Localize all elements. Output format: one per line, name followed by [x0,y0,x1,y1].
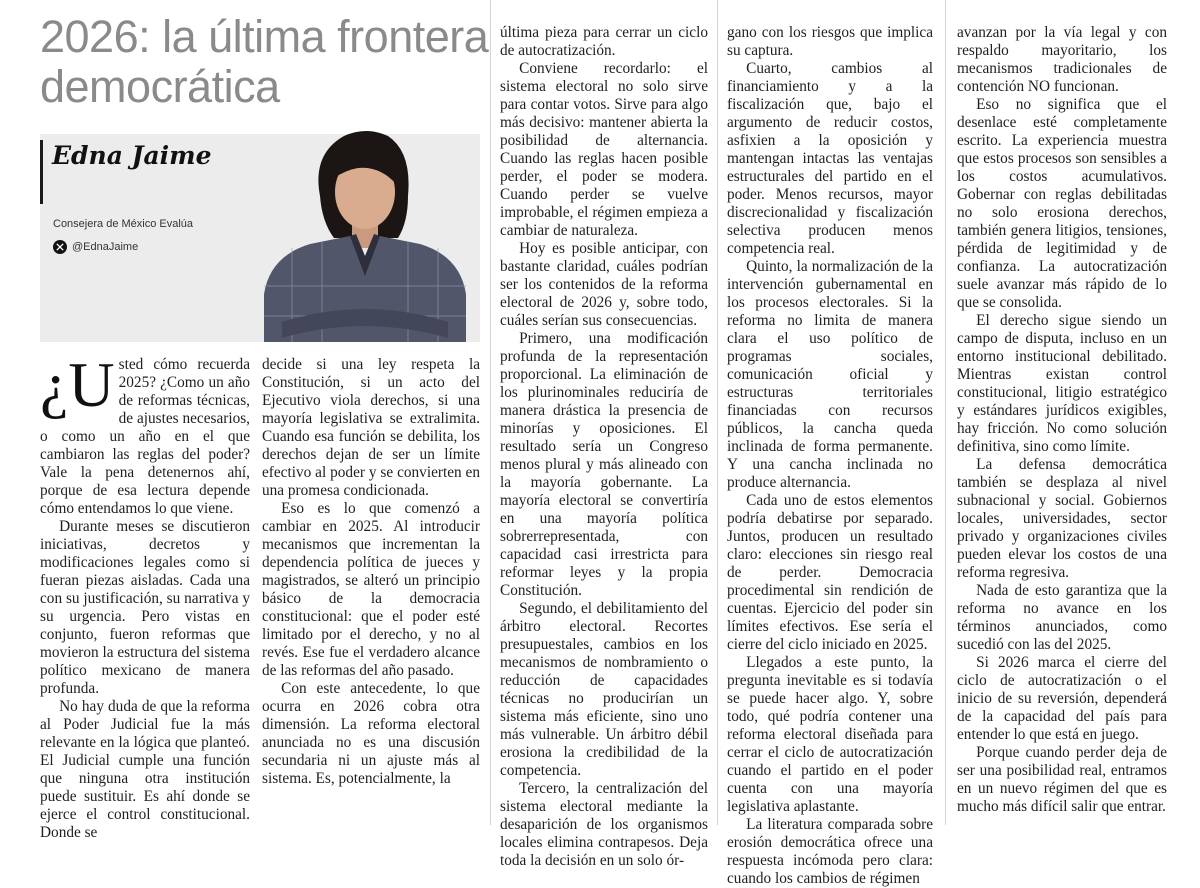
x-logo-icon [53,240,67,254]
paragraph: Eso es lo que comenzó a cambiar en 2025. Al introducir mecanismos que incrementan la dependencia política de jueces y magistrados, se alteró un principio básico de la democracia constitucional: que el poder esté limitado por el derecho, y no al revés. Ese fue el verdadero alcance de las reformas del año pasado. [262,500,480,679]
paragraph: Conviene recordarlo: el sistema electoral no solo sirve para contar votos. Sirve para algo más decisivo: mantener abierta la posibilidad de alternancia. Cuando las reglas hacen posible perder, el poder se modera. Cuando perder se vuelve improbable, el régimen empieza a cambiar de naturaleza. [500,60,708,239]
paragraph: La literatura comparada sobre erosión democrática ofrece una respuesta incómoda pero clara: cuando los cambios de régimen [727,816,933,887]
author-role: Consejera de México Evalúa [53,218,194,230]
paragraph: Cuarto, cambios al financiamiento y a la fiscalización que, bajo el argumento de reducir costos, asfixien a la oposición y mantengan intactas las ventajas estructurales del partido en el poder. Menos recursos, mayor discrecionalidad y fiscalización selectiva producen menos competencia real. [727,60,933,257]
author-portrait [262,126,468,342]
paragraph: gano con los riesgos que implica su captura. [727,24,933,59]
paragraph: Segundo, el debilitamiento del árbitro electoral. Recortes presupuestales, cambios en los mecanismos de nombramiento o reducción de capacidades técnicas no producirían un sistema más eficiente, sino uno más vulnerable. Un árbitro débil erosiona la credibilidad de la competencia. [500,600,708,779]
paragraph: Llegados a este punto, la pregunta inevitable es si todavía se puede hacer algo. Y, sobre todo, qué podría contener una reforma electoral diseñada para cerrar el ciclo de autocratización cuando el partido en el poder cuenta con una mayoría legislativa aplastante. [727,654,933,815]
article-headline: 2026: la última frontera democrática [40,11,489,112]
byline-accent-bar [40,140,43,204]
paragraph: Cada uno de estos elementos podría debatirse por separado. Juntos, producen un resultado claro: elecciones sin riesgo real de perder. Democracia procedimental sin rendición de cuentas. Ejercicio del poder sin límites efectivos. Ese sería el cierre del ciclo iniciado en 2025. [727,492,933,653]
paragraph: Primero, una modificación profunda de la representación proporcional. La eliminación de los plurinominales reduciría de manera drástica la presencia de minorías y oposiciones. El resultado sería un Congreso menos plural y más alineado con la mayoría gobernante. La mayoría electoral se convertiría en una mayoría política sobrerrepresentada, con capacidad casi irrestricta para reformar leyes y la propia Constitución. [500,330,708,599]
paragraph: Tercero, la centralización del sistema electoral mediante la desaparición de los organismos locales elimina contrapesos. Deja toda la decisión en un solo ór- [500,780,708,869]
paragraph: Eso no significa que el desenlace esté completamente escrito. La experiencia muestra que estos procesos son sensibles a los costos acumulativos. Gobernar con reglas debilitadas no solo erosiona derechos, también genera litigios, tensiones, pérdida de legitimidad y de confianza. La autocratización suele avanzar más rápido de lo que se consolida. [957,96,1167,311]
paragraph: última pieza para cerrar un ciclo de autocratización. [500,24,708,59]
paragraph: Quinto, la normalización de la intervención gubernamental en los procesos electorales. Si la reforma no limita de manera clara el uso político de programas sociales, comunicación oficial y estructuras territoriales financiadas con recursos públicos, la cancha queda inclinada de forma permanente. Y una cancha inclinada no produce alternancia. [727,258,933,491]
author-handle[interactable]: @EdnaJaime [72,241,139,253]
paragraph: avanzan por la vía legal y con respaldo mayoritario, los mecanismos tradicionales de contención NO funcionan. [957,24,1167,95]
text-column-4 [727,24,933,888]
column-rule [717,0,718,825]
paragraph: Con este antecedente, lo que ocurra en 2026 cobra otra dimensión. La reforma electoral anunciada no es una discusión secundaria ni un ajuste más al sistema. Es, potencialmente, la [262,680,480,787]
paragraph: Hoy es posible anticipar, con bastante claridad, cuáles podrían ser los contenidos de la reforma electoral de 2026 y, sobre todo, cuáles serían sus consecuencias. [500,240,708,329]
paragraph: Porque cuando perder deja de ser una posibilidad real, entramos en un nuevo régimen del que es mucho más difícil salir que entrar. [957,744,1167,815]
paragraph: La defensa democrática también se desplaza al nivel subnacional y social. Gobiernos locales, universidades, sector privado y organizaciones civiles pueden elevar los costos de una reforma regresiva. [957,456,1167,581]
column-rule [945,0,946,825]
paragraph: Nada de esto garantiza que la reforma no avance en los términos anunciados, como sucedió con las del 2025. [957,582,1167,653]
paragraph [40,349,250,518]
text-column-1 [40,349,250,842]
paragraph-text: sted cómo recuerda 2025? ¿Como un año de reformas técnicas, de ajustes necesarios, o como un año en el que cambiaron las reglas del poder? Vale la pena detenernos ahí, porque de esa lectura depende cómo entendamos lo que viene. [40,356,250,517]
paragraph: Si 2026 marca el cierre del ciclo de autocratización o el inicio de su reversión, dependerá de la capacidad del país para entender lo que está en juego. [957,654,1167,743]
column-rule [490,0,491,825]
text-column-3 [500,24,708,870]
drop-cap: ¿U [40,349,115,420]
text-column-5 [957,24,1167,816]
paragraph: El derecho sigue siendo un campo de disputa, incluso en un entorno institucional debilitado. Mientras existan control constitucional, litigio estratégico y estándares jurídicos exigibles, hay fricción. No como solución definitiva, sino como límite. [957,312,1167,455]
paragraph: decide si una ley respeta la Constitución, si un acto del Ejecutivo viola derechos, si una mayoría legislativa se extralimita. Cuando esa función se debilita, los derechos dejan de ser un límite efectivo al poder y se convierten en una promesa condicionada. [262,356,480,499]
paragraph: No hay duda de que la reforma al Poder Judicial fue la más relevante en la lógica que planteó. El Judicial cumple una función que ninguna otra institución puede sustituir. Es ahí donde se ejerce el control constitucional. Donde se [40,698,250,841]
author-name: Edna Jaime [52,141,212,170]
text-column-2 [262,356,480,788]
paragraph: Durante meses se discutieron iniciativas, decretos y modificaciones legales como si fueran piezas aisladas. Cada una con su justificación, su narrativa y su urgencia. Pero vistas en conjunto, fueron reformas que movieron la estructura del sistema político mexicano de manera profunda. [40,518,250,697]
author-social[interactable] [53,238,253,256]
